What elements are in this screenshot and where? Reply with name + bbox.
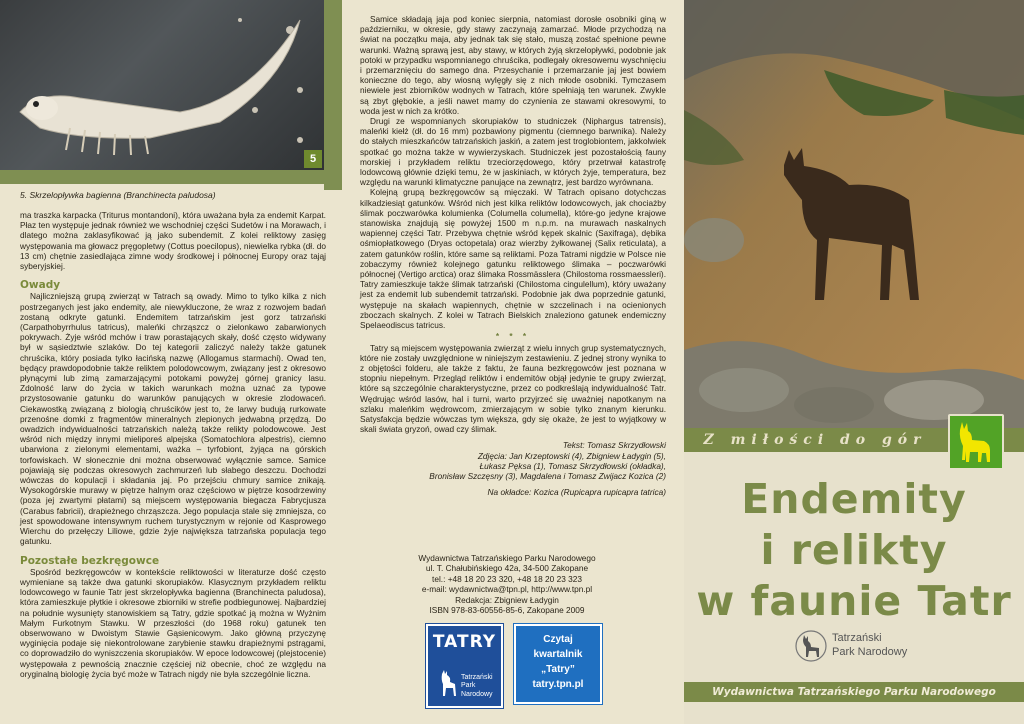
tatry-logo-subtitle xyxy=(461,674,493,699)
tatry-magazine-logo xyxy=(426,624,503,708)
middle-column xyxy=(342,0,684,724)
tpn-logo-line: Tatrzański xyxy=(832,632,882,644)
chamois-icon xyxy=(438,670,458,698)
owady-paragraph: Najliczniejszą grupą zwierząt w Tatrach są owady. Mimo to tylko kilka z nich postrzeganych jest jako endemity, ale niewykluczone, że wraz z rozwojem badań zostaną odkryte gatunki. Endemitem tatrzańskim jest gorz tatrzański (Carpathobyrrhulus tatricus), maleńki chrząszcz o zielonkawo zabarwionych pokrywach. Żyje wśród mchów i traw porastających skały, dość często widywany był w sąsiedztwie szlaków. Do tej kategorii zaliczyć należy także gatunek chruścika, który posiada tylko łacińską nazwę (Allogamus starmachi). Owad ten, będący prawdopodobnie także reliktem polodowcowym, związany jest z okresowo płynącymi lub zimą zamarzającymi potokami powyżej górnej granicy lasu. Zdolność larw do życia w takich warunkach można uznać za typowe przystosowanie gatunku do warunków panujących w okresie zlodowaceń. Ciekawostką związaną z biologią chruścików jest to, że larwy budują rurkowate przenośne domki z fragmentów mineralnych zlepionych jedwabną przędzą. Do owadzich indywidualności tatrzańskich należą także relikty polodowcowe. Jest wśród nich między innymi mieliporeś alpejska (Somatochlora alpestris), ciemno ubarwiona z zielonymi elementami, ważka – tyrfobiont, żyjąca na górskich torfowiskach. W słonecznie dni można obserwować wyłącznie samce. Samice pojawiają się podczas okresowych zachmurzeń lub słabego deszczu. Dochodzi wówczas do kopulacji i składania jaj. Po przejściu chmury samice znikają. Wysokogórskie murawy w piętrze halnym oraz częściowo w piętrze kosodrzewiny (poza jej zwartymi płatami) są miejscem występowania biegacza Fabrycjusza (Carabus fabricii), drapieżnego chrząszcza. Jego populacja stale się zmniejsza, co jest spowodowane intensywnym ruchem turystycznym w rejonie od Kasprowego Wierchu do przełęczy Liliowe, gdzie żyje największa tatrzańska populacja tego gatunku. xyxy=(20,291,326,547)
credit-text: Tekst: Tomasz Skrzydłowski xyxy=(562,440,666,451)
czytaj-line: „Tatry” xyxy=(541,664,575,675)
imprint-line: Wydawnictwa Tatrzańskiego Parku Narodowego xyxy=(418,553,596,563)
shrimp-illustration xyxy=(0,0,324,170)
czytaj-kwartalnik-box[interactable] xyxy=(514,624,602,704)
czytaj-line: Czytaj xyxy=(543,634,573,645)
title-line: i relikty xyxy=(760,526,948,574)
paragraph-3: Kolejną grupą bezkręgowców są mięczaki. W Tatrach opisano dotychczas kilkadziesiąt gatunków. Wśród nich jest kilka reliktów lodowcowych, jak chociażby ślimak poczwarówka kolumienka (Columella columella), które-go jedyne krajowe stanowiska znajdują się powyżej 1500 m n.p.m. na murawach naskalnych wapiennej części Tatr. Przebywa chętnie wśród kępek skalnic (Saxifraga), dębika ośmiopłatkowego (Dryas octopetala) oraz wierzby żyłkowanej (Salix reticulata), a zatem gatunków roślin, które same są reliktami. Poza Tatrami nigdzie w Polsce nie zobaczymy również kolejnego gatunku reliktowego ślimaka – poczwarówki północnej (Vertigo arctica) oraz ślimaka Rossmässlera (Chilostoma rossmaessleri). Tatry zamieszkuje także ślimak tatrzański (Chilostoma cingulellum), który uważany jest za endemit lub subendemit tatrzański. Podobnie jak dwa poprzednie gatunki, występuje na skałach wapiennych, chętnie w szczelinach i na ocienionych zboczach skalnych. Z kolei w Tatrach Bielskich znaleziono gatunek endemiczny Spelaeodiscus tatricus. xyxy=(360,187,666,331)
tpn-logo-line: Park Narodowy xyxy=(832,646,908,658)
cover-photo-chamois xyxy=(684,0,1024,428)
title-line: Endemity xyxy=(741,475,967,523)
title-line: w faunie Tatr xyxy=(696,577,1012,625)
right-column xyxy=(684,0,1024,724)
czytaj-url[interactable]: tatry.tpn.pl xyxy=(532,679,584,690)
photo-number: 5 xyxy=(304,150,322,168)
credit-cover: Na okładce: Kozica (Rupicapra rupicapra tatrica) xyxy=(487,487,666,498)
section-divider: * * * xyxy=(495,331,531,342)
credit-photos-1: Zdjęcia: Jan Krzeptowski (4), Zbigniew Ładygin (5), xyxy=(477,450,666,461)
mountain-slope-illustration xyxy=(684,0,1024,428)
tpn-chamois-icon xyxy=(794,626,828,666)
chamois-badge xyxy=(948,414,1004,470)
heading-pozostale: Pozostałe bezkręgowce xyxy=(20,554,160,567)
imprint-line: ISBN 978-83-60556-85-6, Zakopane 2009 xyxy=(429,605,585,616)
intro-paragraph: ma traszka karpacka (Triturus montandoni), która uważana była za endemit Karpat. Płaz ten występuje jednak również we wschodniej części Sudetów i na Morawach, i dlatego można zaklasyfikować ją jako subendemit. Z kolei reliktowy zasięg występowania ma głowacz pręgopletwy (Cottus poecilopus), niewielka rybka (dł. do 13 cm) chętnie zasiedlająca zimne wody środkowej i północnej Europy oraz tająj syberyjskiej. xyxy=(20,210,326,272)
photo-caption: 5. Skrzelopływka bagienna (Branchinecta paludosa) xyxy=(20,190,216,200)
paragraph-1: Samice składają jaja pod koniec sierpnia, natomiast dorosłe osobniki giną w październiku, w okresie, gdy stawy zaczynają zamarzać. Młode przychodzą na świat na początku maja, aby jednak tak się stało, muszą zostać spełnione pewne warunki. Ważną sprawą jest, aby stawy, w których żyją skrzelopływki, podobnie jak potoki w przypadku wspomnianego chruścika, podlegały okresowemu wyschnięciu i przemarznięciu do samego dna. Przesychanie i przemarzanie jaj jest bowiem konieczne do tego, aby wiosną wylęgły się z nich młode osobniki. Tymczasem niewiele jest zbiorników wodnych w Tatrach, które spełniają ten warunek. Zwykle są zbyt głębokie, a jeśli nawet mamy do czynienia ze stawami okresowymi, to woda jest w nich za krótko. xyxy=(360,14,666,116)
imprint-line: Redakcja: Zbigniew Ładygin xyxy=(455,594,559,605)
paragraph-4: Tatry są miejscem występowania zwierząt z wielu innych grup systematycznych, które nie zostały uwzględnione w niniejszym zestawieniu. Z jednej strony wynika to z objętości folderu, ale także z faktu, że fauna bezkręgowców jest poznana w stopniu niepełnym. Przegląd reliktów i endemitów objął jedynie te grupy zwierząt, które są szczególnie charakterystyczne, przez co podkreślają indywidualność Tatr. Wędrując wśród lasów, hal i turni, warto przyjrzeć się uważniej napotkanym na szlaku maleńkim wędrowcom, zmierzającym w sobie tylko znanym kierunku. Satysfakcja będzie wówczas tym większa, gdy się okaże, że jest to wyjątkowy w skali świata gryzoń, owad czy ślimak. xyxy=(360,342,666,435)
credit-photos-2: Łukasz Pęksa (1), Tomasz Skrzydłowski (okładka), xyxy=(479,460,666,471)
czytaj-line: kwartalnik xyxy=(533,649,583,660)
left-text-block xyxy=(20,210,326,679)
brochure-title xyxy=(684,474,1024,627)
frame-bar-vertical xyxy=(324,0,342,190)
credits xyxy=(360,440,666,497)
pozostale-paragraph: Spośród bezkręgowców w kontekście reliktowości w literaturze dość często wymieniane są także dwa gatunki skorupiaków. Klasycznym przykładem reliktu lodowcowego w faunie Tatr jest skrzelopływka bagienna (Branchinecta paludosa), która zamieszkuje płytkie i okresowe zbiorniki w strefie podbiegunowej. Najbardziej na południe wysunięty stanowiskiem są Tatry, gdzie spotkać ją można w Wyżnim Małym Furkotnym Stawku. W przeszłości (do 1968 roku) gatunek ten obserwowano w Dwoistym Stawie Gąsienicowym. Jako główną przyczynę wyginięcia podaje się niekontrolowane zarybienie stawku drapieżnymi pstrągami, co doprowadziło do wyniszczenia skorupiaków. W epoce lodowcowej (plejstocenie) występowała z pewnością znacznie częściej niż obecnie, choć ze względu na oryginalną biologię życia być może w Tatrach nigdy nie była szczególnie liczna. xyxy=(20,566,326,679)
imprint-line: e-mail: wydawnictwa@tpn.pl, http://www.tpn.pl xyxy=(421,584,593,595)
tatry-sub-line: Tatrzański xyxy=(461,674,493,681)
publisher-name: Wydawnictwa Tatrzańskiego Parku Narodowego xyxy=(712,686,996,698)
imprint-line: ul. T. Chałubińskiego 42a, 34-500 Zakopane xyxy=(425,563,589,574)
tatry-sub-line: Narodowy xyxy=(461,690,493,698)
left-column xyxy=(0,0,342,724)
imprint xyxy=(402,553,612,615)
tatry-sub-line: Park xyxy=(461,682,476,690)
tpn-logo xyxy=(794,626,944,670)
frame-bar-horizontal xyxy=(0,170,342,184)
chamois-icon xyxy=(950,416,1002,468)
imprint-line: tel.: +48 18 20 23 320, +48 18 20 23 323 xyxy=(432,573,582,584)
shrimp-photo xyxy=(0,0,324,170)
paragraph-2: Drugi ze wspomnianych skorupiaków to studniczek (Niphargus tatrensis), maleńki kiełż (dł. do 16 mm) pozbawiony pigmentu (ciemnego barwnika). Należy do stałych mieszkańców tatrzańskich jaskiń, a zatem jest troglobiontem, jakkolwiek spotkać go można także w wywierzyskach. Studniczek jest pozostałością fauny morskiej i przykładem reliktu trzeciorzędowego, który przetrwał katastrofę lodowcową głównie dzięki temu, że w jaskiniach, w których żyje, temperatura, bez względu na warunki klimatyczne panujące na zewnątrz, jest bardzo wyrównana. xyxy=(360,116,666,188)
heading-owady: Owady xyxy=(20,279,61,292)
series-title: Z miłości do gór xyxy=(703,432,927,448)
middle-text-block xyxy=(360,14,666,497)
tatry-logo-text: TATRY xyxy=(432,632,497,652)
credit-photos-3: Bronisław Szczęsny (3), Magdalena i Tomasz Zwijacz Kozica (2) xyxy=(429,470,666,481)
